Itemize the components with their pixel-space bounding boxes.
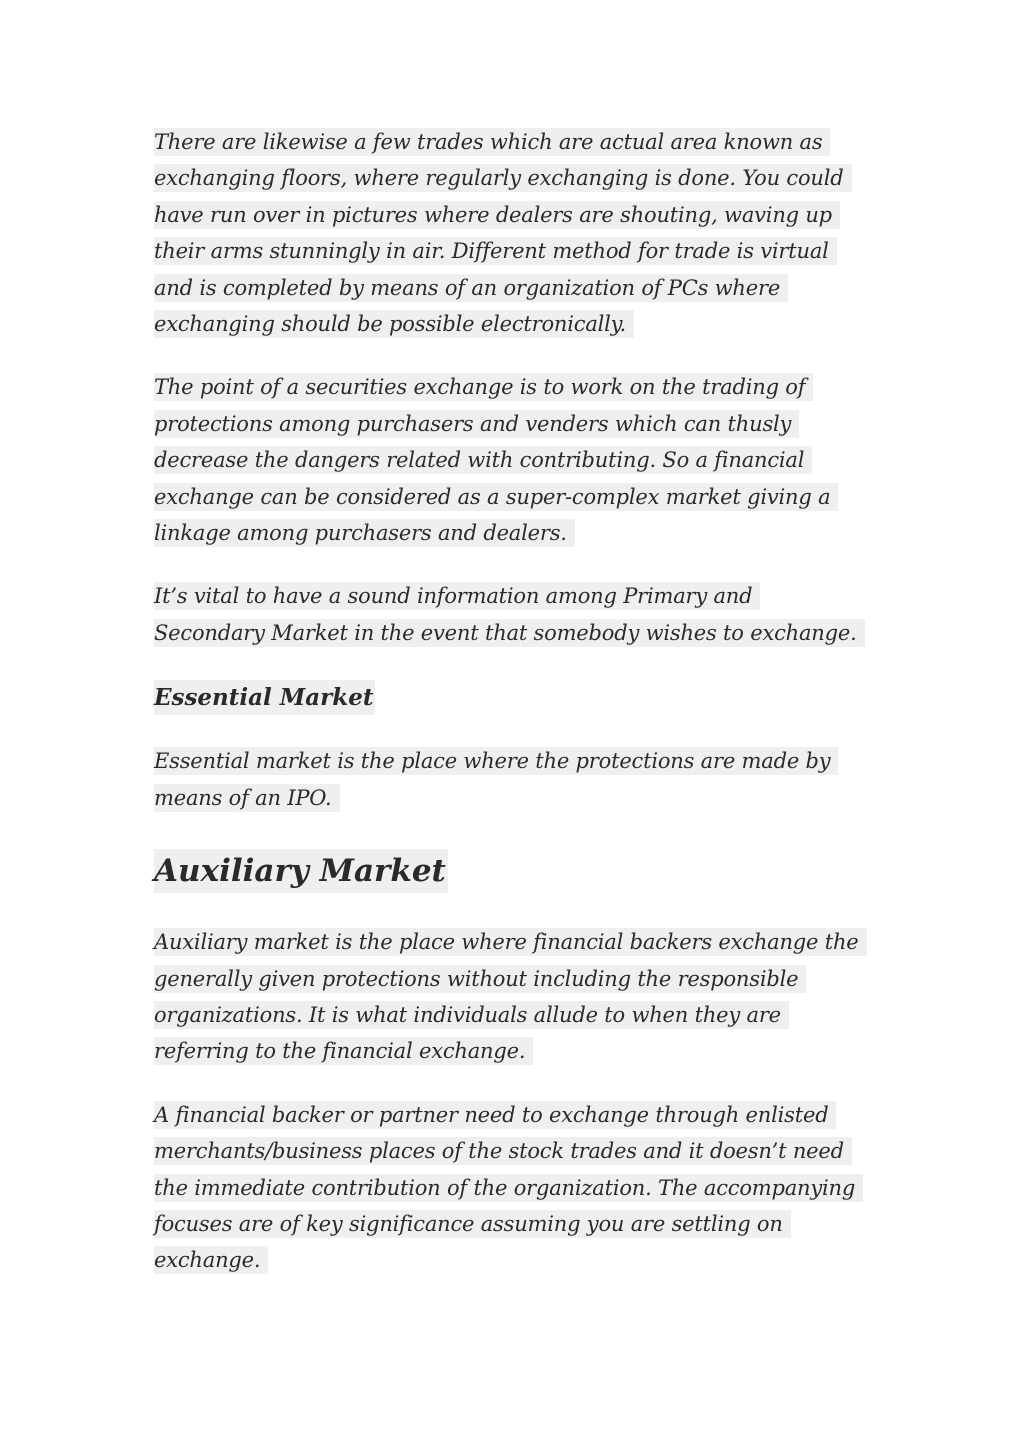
text-line: Secondary Market in the event that somebody wishes to exchange. — [154, 615, 869, 651]
text-line: focuses are of key significance assuming you are settling on — [154, 1206, 869, 1242]
text-line: have run over in pictures where dealers are shouting, waving up — [154, 197, 869, 233]
text-line: exchanging floors, where regularly exchanging is done. You could — [154, 160, 869, 196]
paragraph-essential-market — [154, 743, 869, 816]
text-line: A financial backer or partner need to exchange through enlisted — [154, 1097, 869, 1133]
text-line: organizations. It is what individuals allude to when they are — [154, 997, 869, 1033]
heading-auxiliary-market: Auxiliary Market — [154, 846, 869, 896]
document-page — [154, 124, 869, 1279]
heading-essential-market: Essential Market — [154, 679, 869, 717]
text-line: generally given protections without including the responsible — [154, 961, 869, 997]
text-line: merchants/business places of the stock trades and it doesn’t need — [154, 1133, 869, 1169]
paragraph-auxiliary-market — [154, 924, 869, 1070]
text-line: decrease the dangers related with contributing. So a financial — [154, 442, 869, 478]
text-line: The point of a securities exchange is to work on the trading of — [154, 369, 869, 405]
text-line: There are likewise a few trades which are actual area known as — [154, 124, 869, 160]
text-line: exchange can be considered as a super-complex market giving a — [154, 479, 869, 515]
text-line: linkage among purchasers and dealers. — [154, 515, 869, 551]
paragraph-financial-backer — [154, 1097, 869, 1279]
text-line: Auxiliary market is the place where financial backers exchange the — [154, 924, 869, 960]
text-line: exchanging should be possible electronically. — [154, 306, 869, 342]
text-line: It’s vital to have a sound information among Primary and — [154, 578, 869, 614]
text-line: their arms stunningly in air. Different method for trade is virtual — [154, 233, 869, 269]
text-line: Essential market is the place where the protections are made by — [154, 743, 869, 779]
text-line: and is completed by means of an organization of PCs where — [154, 270, 869, 306]
text-line: the immediate contribution of the organization. The accompanying — [154, 1170, 869, 1206]
paragraph-trading-floors — [154, 124, 869, 342]
text-line: means of an IPO. — [154, 780, 869, 816]
text-line: exchange. — [154, 1242, 869, 1278]
text-line: protections among purchasers and venders which can thusly — [154, 406, 869, 442]
paragraph-securities-exchange-purpose — [154, 369, 869, 551]
paragraph-primary-secondary-intro — [154, 578, 869, 651]
text-line: referring to the financial exchange. — [154, 1033, 869, 1069]
